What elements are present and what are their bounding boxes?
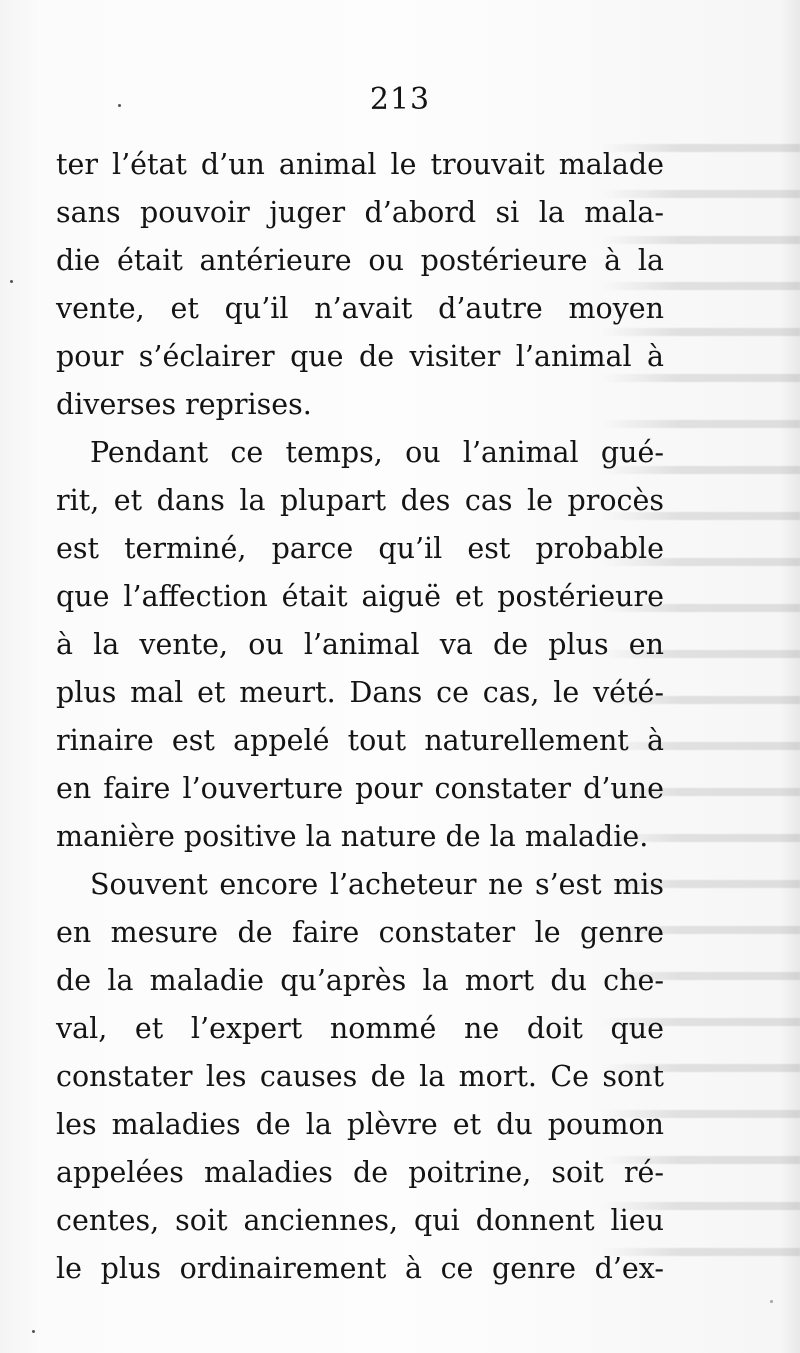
text-line: Souvent encore l’acheteur ne s’est mis <box>90 868 664 901</box>
text-line: les maladies de la plèvre et du poumon <box>56 1108 664 1141</box>
text-line: constater les causes de la mort. Ce sont <box>56 1060 664 1093</box>
text-line: le plus ordinairement à ce genre d’ex- <box>56 1252 664 1285</box>
text-line: val, et l’expert nommé ne doit que <box>56 1012 664 1045</box>
text-line: die était antérieure ou postérieure à la <box>56 244 664 277</box>
text-line: de la maladie qu’après la mort du che- <box>56 964 664 997</box>
text-line: Pendant ce temps, ou l’animal gué- <box>90 436 664 469</box>
paper-speck <box>32 1330 35 1333</box>
text-line: à la vente, ou l’animal va de plus en <box>56 628 664 661</box>
text-line: sans pouvoir juger d’abord si la mala- <box>56 196 664 229</box>
text-line: rit, et dans la plupart des cas le procès <box>56 484 664 517</box>
text-line: centes, soit anciennes, qui donnent lieu <box>56 1204 664 1237</box>
text-line: diverses reprises. <box>56 388 312 421</box>
text-line: appelées maladies de poitrine, soit ré- <box>56 1156 664 1189</box>
page-number: 213 <box>369 82 431 117</box>
text-line: rinaire est appelé tout naturellement à <box>56 724 664 757</box>
text-line: en mesure de faire constater le genre <box>56 916 664 949</box>
text-line: plus mal et meurt. Dans ce cas, le vété- <box>56 676 664 709</box>
paper-speck <box>118 104 121 107</box>
paper-speck <box>10 280 13 283</box>
body-text <box>56 141 664 1293</box>
text-line: ter l’état d’un animal le trouvait malade <box>56 148 664 181</box>
text-line: que l’affection était aiguë et postérieure <box>56 580 664 613</box>
text-line: manière positive la nature de la maladie. <box>56 820 649 853</box>
text-line: en faire l’ouverture pour constater d’une <box>56 772 664 805</box>
text-line: vente, et qu’il n’avait d’autre moyen <box>56 292 664 325</box>
paper-speck <box>770 1300 773 1303</box>
text-line: pour s’éclairer que de visiter l’animal à <box>56 340 664 373</box>
text-line: est terminé, parce qu’il est probable <box>56 532 664 565</box>
